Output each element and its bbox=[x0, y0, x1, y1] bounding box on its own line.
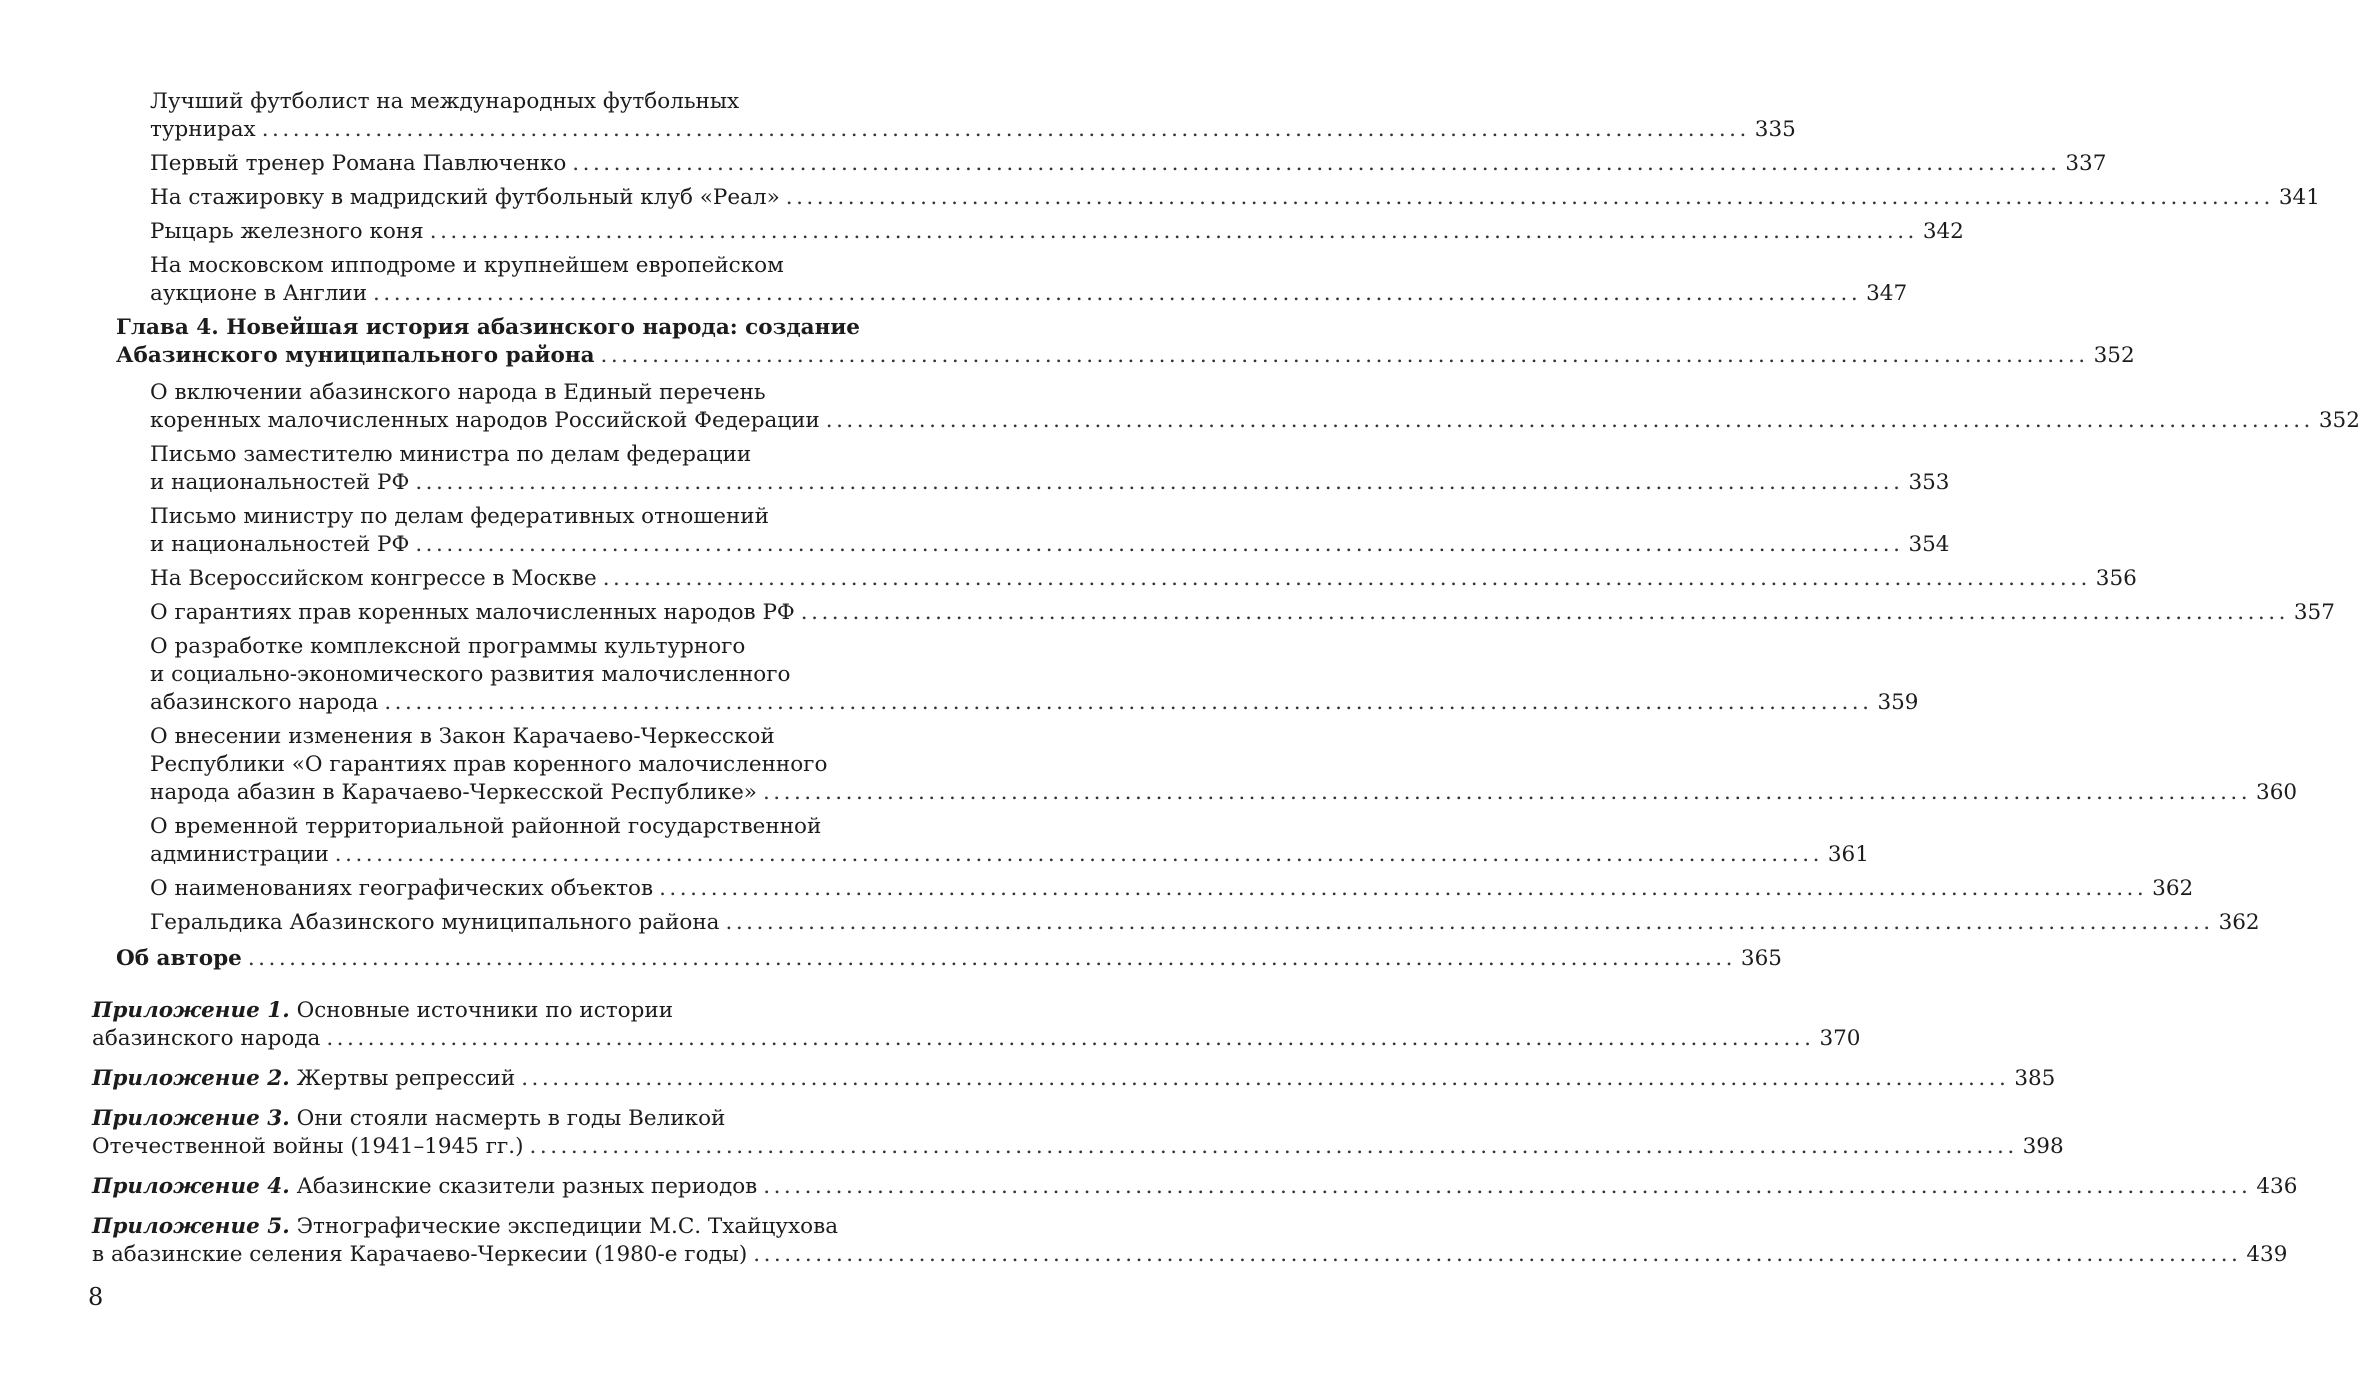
appendix-label: Приложение 4. bbox=[92, 1174, 290, 1199]
appendix-title: Основные источники по истории bbox=[296, 998, 674, 1023]
leader-dots: ................................................................................................................................................ bbox=[762, 780, 2252, 805]
table-of-contents bbox=[0, 88, 2360, 1269]
toc-page-number: 353 bbox=[1908, 470, 1950, 495]
toc-appendix-entry[interactable] bbox=[92, 1065, 2056, 1093]
toc-appendix-entry[interactable] bbox=[92, 1173, 2298, 1201]
toc-chapter-entry[interactable] bbox=[116, 314, 2135, 370]
leader-dots: ................................................................................................................................................ bbox=[334, 842, 1823, 867]
leader-dots: ................................................................................................................................................ bbox=[373, 281, 1862, 306]
appendix-label: Приложение 3. bbox=[92, 1106, 290, 1131]
toc-page-number: 337 bbox=[2065, 151, 2107, 176]
toc-entry-text: О наименованиях географических объектов bbox=[150, 876, 654, 901]
toc-entry[interactable] bbox=[150, 184, 2320, 212]
toc-entry-text: Лучший футболист на международных футбольных bbox=[150, 89, 740, 114]
page-number: 8 bbox=[88, 1283, 104, 1311]
toc-page-number: 357 bbox=[2293, 600, 2335, 625]
toc-appendix-entry[interactable] bbox=[92, 1213, 2288, 1269]
toc-page-number: 354 bbox=[1908, 532, 1950, 557]
toc-page-number: 436 bbox=[2256, 1174, 2298, 1199]
toc-entry-text: администрации bbox=[150, 842, 329, 867]
toc-page-number: 335 bbox=[1754, 117, 1796, 142]
toc-entry-text: Геральдика Абазинского муниципального района bbox=[150, 910, 720, 935]
toc-page-number: 361 bbox=[1827, 842, 1869, 867]
toc-entry-text: О разработке комплексной программы культурного bbox=[150, 634, 746, 659]
toc-entry-text: На стажировку в мадридский футбольный клуб «Реал» bbox=[150, 185, 780, 210]
toc-page-number: 360 bbox=[2256, 780, 2298, 805]
toc-entry-text: и национальностей РФ bbox=[150, 532, 410, 557]
toc-entry[interactable] bbox=[150, 909, 2260, 937]
toc-page-number: 365 bbox=[1740, 946, 1782, 971]
toc-page-number: 370 bbox=[1819, 1026, 1861, 1051]
appendix-title: в абазинские селения Карачаево-Черкесии (1980-е годы) bbox=[92, 1242, 748, 1267]
leader-dots: ................................................................................................................................................ bbox=[753, 1242, 2242, 1267]
toc-entry-text: и национальностей РФ bbox=[150, 470, 410, 495]
appendix-title: Абазинские сказители разных периодов bbox=[296, 1174, 758, 1199]
toc-chapter-title: Абазинского муниципального района bbox=[116, 343, 595, 368]
toc-entry-text: турнирах bbox=[150, 117, 256, 142]
toc-page-number: 362 bbox=[2218, 910, 2260, 935]
toc-page-number: 352 bbox=[2093, 343, 2135, 368]
appendix-label: Приложение 2. bbox=[92, 1066, 290, 1091]
appendix-title: Этнографические экспедиции М.С. Тхайцухова bbox=[296, 1214, 839, 1239]
toc-entry[interactable] bbox=[150, 875, 2194, 903]
toc-entry[interactable] bbox=[150, 503, 1950, 559]
leader-dots: ................................................................................................................................................ bbox=[521, 1066, 2010, 1091]
toc-entry-text: Письмо министру по делам федеративных отношений bbox=[150, 504, 769, 529]
leader-dots: ................................................................................................................................................ bbox=[247, 946, 1736, 971]
toc-entry-text: О внесении изменения в Закон Карачаево-Черкесской bbox=[150, 724, 775, 749]
toc-page-number: 362 bbox=[2152, 876, 2194, 901]
leader-dots: ................................................................................................................................................ bbox=[326, 1026, 1815, 1051]
toc-entry-text: народа абазин в Карачаево-Черкесской Республике» bbox=[150, 780, 757, 805]
toc-entry-text: Первый тренер Романа Павлюченко bbox=[150, 151, 567, 176]
toc-entry-text: абазинского народа bbox=[150, 690, 379, 715]
toc-entry-text: и социально-экономического развития малочисленного bbox=[150, 662, 791, 687]
toc-entry[interactable] bbox=[150, 441, 1950, 497]
leader-dots: ................................................................................................................................................ bbox=[825, 408, 2314, 433]
leader-dots: ................................................................................................................................................ bbox=[659, 876, 2148, 901]
leader-dots: ................................................................................................................................................ bbox=[415, 470, 1904, 495]
toc-page-number: 347 bbox=[1866, 281, 1908, 306]
toc-page-number: 356 bbox=[2095, 566, 2137, 591]
toc-entry[interactable] bbox=[150, 723, 2298, 807]
toc-entry[interactable] bbox=[150, 218, 1964, 246]
toc-appendix-entry[interactable] bbox=[92, 997, 1861, 1053]
toc-appendix-entry[interactable] bbox=[92, 1105, 2064, 1161]
toc-entry[interactable] bbox=[150, 379, 2360, 435]
leader-dots: ................................................................................................................................................ bbox=[800, 600, 2289, 625]
toc-entry-text: Республики «О гарантиях прав коренного малочисленного bbox=[150, 752, 828, 777]
toc-page-number: 439 bbox=[2246, 1242, 2288, 1267]
toc-chapter-entry[interactable] bbox=[116, 945, 1782, 973]
toc-entry[interactable] bbox=[150, 599, 2335, 627]
toc-entry-text: О временной территориальной районной государственной bbox=[150, 814, 822, 839]
toc-entry[interactable] bbox=[150, 813, 1869, 869]
toc-page-number: 398 bbox=[2022, 1134, 2064, 1159]
toc-entry-text: О гарантиях прав коренных малочисленных народов РФ bbox=[150, 600, 795, 625]
toc-entry-text: О включении абазинского народа в Единый перечень bbox=[150, 380, 766, 405]
appendix-title: Они стояли насмерть в годы Великой bbox=[296, 1106, 726, 1131]
toc-page-number: 342 bbox=[1922, 219, 1964, 244]
toc-entry[interactable] bbox=[150, 565, 2137, 593]
leader-dots: ................................................................................................................................................ bbox=[572, 151, 2061, 176]
toc-entry-text: На московском ипподроме и крупнейшем европейском bbox=[150, 253, 784, 278]
toc-page-number: 385 bbox=[2014, 1066, 2056, 1091]
toc-page-number: 341 bbox=[2278, 185, 2320, 210]
toc-entry-text: коренных малочисленных народов Российской Федерации bbox=[150, 408, 820, 433]
toc-entry[interactable] bbox=[150, 150, 2107, 178]
appendix-title: Жертвы репрессий bbox=[296, 1066, 516, 1091]
toc-entry-text: аукционе в Англии bbox=[150, 281, 368, 306]
toc-entry[interactable] bbox=[150, 252, 1908, 308]
leader-dots: ................................................................................................................................................ bbox=[602, 566, 2091, 591]
toc-entry-text: На Всероссийском конгрессе в Москве bbox=[150, 566, 597, 591]
toc-chapter-title: Об авторе bbox=[116, 946, 242, 971]
appendix-label: Приложение 1. bbox=[92, 998, 290, 1023]
toc-entry[interactable] bbox=[150, 88, 1796, 144]
toc-chapter-title: Глава 4. Новейшая история абазинского народа: создание bbox=[116, 315, 860, 340]
leader-dots: ................................................................................................................................................ bbox=[725, 910, 2214, 935]
leader-dots: ................................................................................................................................................ bbox=[261, 117, 1750, 142]
appendix-title: Отечественной войны (1941–1945 гг.) bbox=[92, 1134, 524, 1159]
appendix-label: Приложение 5. bbox=[92, 1214, 290, 1239]
leader-dots: ................................................................................................................................................ bbox=[600, 343, 2089, 368]
toc-entry-text: Письмо заместителю министра по делам федерации bbox=[150, 442, 752, 467]
leader-dots: ................................................................................................................................................ bbox=[429, 219, 1918, 244]
toc-entry-text: Рыцарь железного коня bbox=[150, 219, 424, 244]
leader-dots: ................................................................................................................................................ bbox=[415, 532, 1904, 557]
toc-page-number: 359 bbox=[1877, 690, 1919, 715]
leader-dots: ................................................................................................................................................ bbox=[785, 185, 2274, 210]
toc-page-number: 352 bbox=[2318, 408, 2360, 433]
leader-dots: ................................................................................................................................................ bbox=[529, 1134, 2018, 1159]
leader-dots: ................................................................................................................................................ bbox=[384, 690, 1873, 715]
leader-dots: ................................................................................................................................................ bbox=[763, 1174, 2252, 1199]
appendix-title: абазинского народа bbox=[92, 1026, 321, 1051]
toc-entry[interactable] bbox=[150, 633, 1919, 717]
